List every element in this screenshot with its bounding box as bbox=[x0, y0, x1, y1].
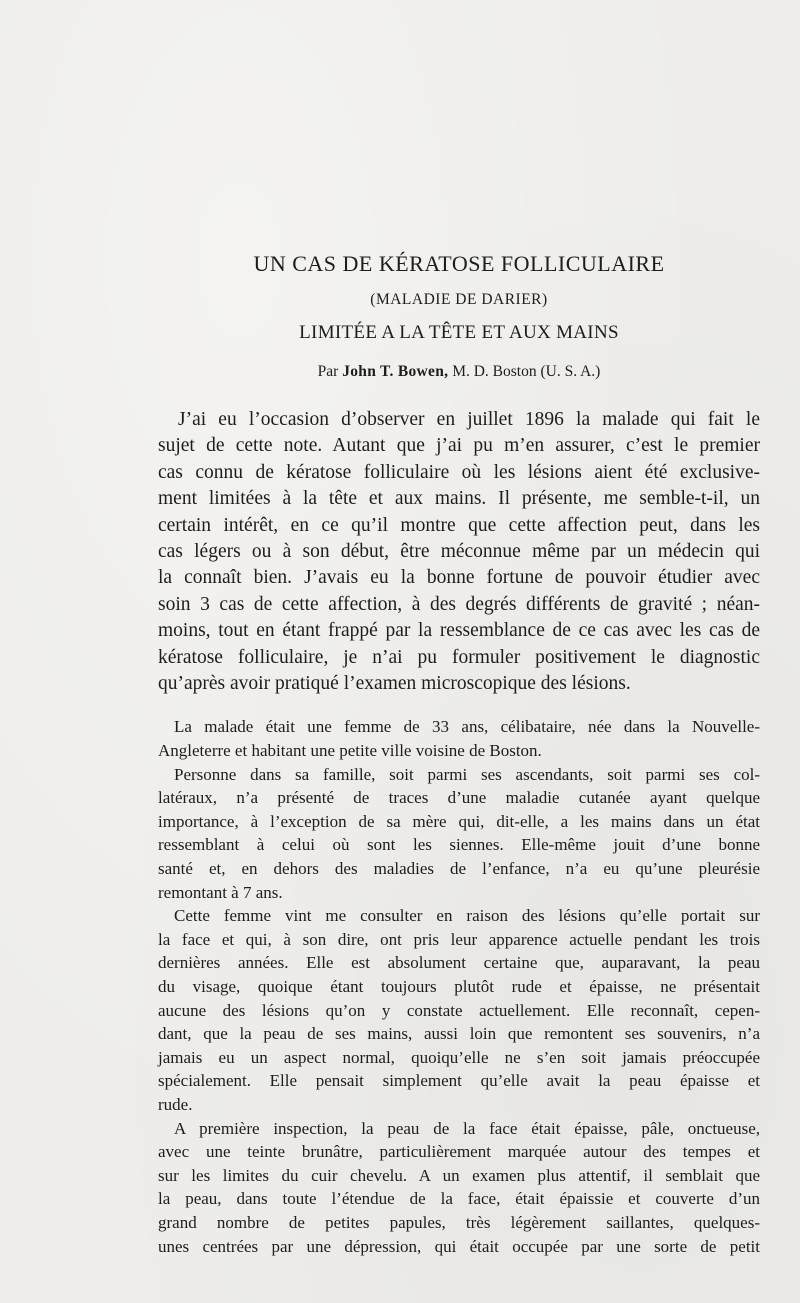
body-line: unes centrées par une dépression, qui était occupée par une sorte de petit bbox=[158, 1236, 760, 1256]
body-line: jamais eu un aspect normal, quoiqu’elle ne s’en soit jamais préoccupée bbox=[158, 1047, 760, 1067]
body-line: spécialement. Elle pensait simplement qu’elle avait la peau épaisse et bbox=[158, 1071, 760, 1091]
intro-line: J’ai eu l’occasion d’observer en juillet 1896 la malade qui fait le bbox=[178, 409, 760, 430]
body-line: santé et, en dehors des maladies de l’enfance, n’a eu qu’une pleurésie bbox=[158, 859, 760, 879]
body-line: dernières années. Elle est absolument certaine que, auparavant, la peau bbox=[158, 953, 760, 973]
body-line: Angleterre et habitant une petite ville voisine de Boston. bbox=[158, 741, 542, 761]
author-line bbox=[158, 359, 760, 385]
body-line: la peau, dans toute l’étendue de la face, était épaissie et couverte d’un bbox=[158, 1189, 760, 1209]
body-text bbox=[158, 715, 760, 1258]
body-line: du visage, quoique étant toujours plutôt rude et épaisse, ne présentait bbox=[158, 977, 760, 996]
paragraph bbox=[158, 763, 760, 905]
body-line: remontant à 7 ans. bbox=[158, 882, 283, 902]
article-subtitle-scope: LIMITÉE A LA TÊTE ET AUX MAINS bbox=[299, 322, 619, 343]
body-line: la face et qui, à son dire, ont pris leur apparence actuelle pendant les trois bbox=[158, 929, 760, 949]
body-line: A première inspection, la peau de la face était épaisse, pâle, onctueuse, bbox=[174, 1118, 760, 1138]
body-line: Cette femme vint me consulter en raison des lésions qu’elle portait sur bbox=[174, 906, 760, 926]
body-line: importance, à l’exception de sa mère qui, dit-elle, a les mains dans un état bbox=[158, 811, 760, 831]
body-line: avec une teinte brunâtre, particulièrement marquée autour des tempes et bbox=[158, 1142, 760, 1162]
intro-line: certain intérêt, en ce qu’il montre que cette affection peut, dans les bbox=[158, 514, 760, 536]
intro-line: qu’après avoir pratiqué l’examen microscopique des lésions. bbox=[158, 673, 631, 695]
article-subtitle: (MALADIE DE DARIER) bbox=[370, 291, 548, 308]
body-line: latéraux, n’a présenté de traces d’une maladie cutanée ayant quelque bbox=[158, 788, 760, 808]
intro-line: cas légers ou à son début, être méconnue même par un médecin qui bbox=[158, 541, 760, 563]
article-title: UN CAS DE KÉRATOSE FOLLICULAIRE bbox=[253, 251, 665, 276]
body-line: ressemblant à celui où sont les siennes. Elle-même jouit d’une bonne bbox=[158, 835, 760, 855]
body-line: grand nombre de petites papules, très légèrement saillantes, quelques- bbox=[158, 1212, 760, 1232]
body-line: La malade était une femme de 33 ans, célibataire, née dans la Nouvelle- bbox=[174, 717, 760, 737]
body-line: Personne dans sa famille, soit parmi ses ascendants, soit parmi ses col- bbox=[174, 764, 760, 784]
intro-line: soin 3 cas de cette affection, à des degrés différents de gravité ; néan- bbox=[158, 593, 760, 615]
intro-line: kératose folliculaire, je n’ai pu formuler positivement le diagnostic bbox=[158, 646, 760, 668]
intro-line: ment limitées à la tête et aux mains. Il présente, me semble-t-il, un bbox=[158, 488, 760, 510]
intro-paragraph bbox=[158, 407, 760, 697]
body-line: sur les limites du cuir chevelu. A un examen plus attentif, il semblait que bbox=[158, 1165, 760, 1185]
body-line: aucune des lésions qu’on y constate actuellement. Elle reconnaît, cepen- bbox=[158, 1000, 760, 1020]
author-prefix: Par bbox=[317, 363, 339, 380]
intro-line: moins, tout en étant frappé par la ressemblance de ce cas avec les cas de bbox=[158, 620, 760, 642]
paragraph bbox=[158, 1117, 760, 1259]
intro-line: cas connu de kératose folliculaire où les lésions aient été exclusive- bbox=[158, 461, 760, 483]
paragraph bbox=[158, 715, 760, 762]
author-name: John T. Bowen, bbox=[342, 363, 449, 380]
body-line: dant, que la peau de ses mains, aussi loin que remontent ses souvenirs, n’a bbox=[158, 1024, 760, 1044]
intro-line: la connaît bien. J’avais eu la bonne fortune de pouvoir étudier avec bbox=[158, 567, 760, 589]
article bbox=[158, 248, 760, 1258]
paragraph bbox=[158, 904, 760, 1116]
body-line: rude. bbox=[158, 1094, 193, 1114]
author-affiliation: M. D. Boston (U. S. A.) bbox=[452, 363, 601, 380]
intro-line: sujet de cette note. Autant que j’ai pu m’en assurer, c’est le premier bbox=[158, 435, 760, 457]
